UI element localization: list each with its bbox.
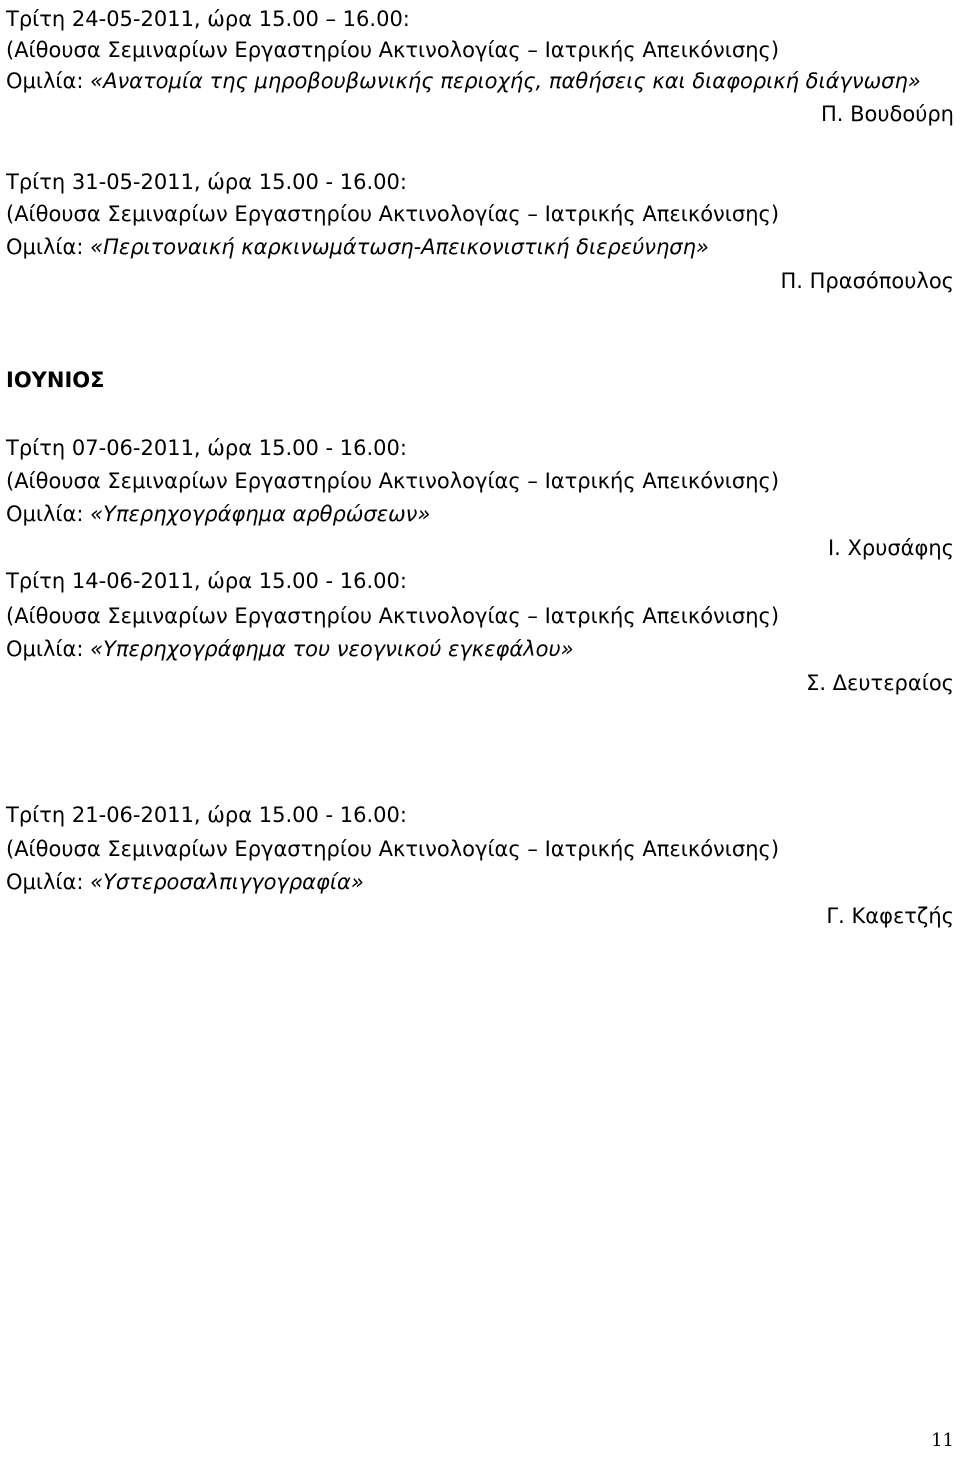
talk-prefix: Ομιλία: [6,637,91,661]
entry-speaker: Σ. Δευτεραίος [806,671,954,695]
entry-speaker: Ι. Χρυσάφης [827,536,954,560]
talk-title: «Περιτοναική καρκινωμάτωση-Απεικονιστική διερεύνηση» [90,235,709,259]
entry-date: Τρίτη 14-06-2011, ώρα 15.00 - 16.00: [6,569,407,593]
entry-venue: (Αίθουσα Σεμιναρίων Εργαστηρίου Ακτινολογίας – Ιατρικής Απεικόνισης) [6,604,780,628]
entry-venue: (Αίθουσα Σεμιναρίων Εργαστηρίου Ακτινολογίας – Ιατρικής Απεικόνισης) [6,469,780,493]
entry-speaker: Π. Πρασόπουλος [780,269,954,293]
talk-title: «Υστεροσαλπιγγογραφία» [90,870,364,894]
entry-date: Τρίτη 24-05-2011, ώρα 15.00 – 16.00: [6,7,410,31]
talk-prefix: Ομιλία: [6,870,91,894]
entry-talk [6,869,364,895]
talk-title: «Υπερηχογράφημα αρθρώσεων» [90,502,431,526]
entry-speaker: Γ. Καφετζής [826,904,954,928]
talk-prefix: Ομιλία: [6,69,91,93]
entry-speaker: Π. Βουδούρη [820,102,954,126]
talk-prefix: Ομιλία: [6,235,91,259]
talk-title: «Ανατομία της μηροβουβωνικής περιοχής, παθήσεις και διαφορική διάγνωση» [90,69,921,93]
month-heading: ΙΟΥΝΙΟΣ [6,368,105,392]
entry-talk [6,636,574,662]
page-number: 11 [931,1430,954,1451]
talk-title: «Υπερηχογράφημα του νεογνικού εγκεφάλου» [90,637,574,661]
entry-talk [6,234,709,260]
entry-date: Τρίτη 31-05-2011, ώρα 15.00 - 16.00: [6,170,407,194]
talk-prefix: Ομιλία: [6,502,91,526]
entry-venue: (Αίθουσα Σεμιναρίων Εργαστηρίου Ακτινολογίας – Ιατρικής Απεικόνισης) [6,837,780,861]
entry-date: Τρίτη 07-06-2011, ώρα 15.00 - 16.00: [6,436,407,460]
entry-talk [6,68,921,94]
entry-venue: (Αίθουσα Σεμιναρίων Εργαστηρίου Ακτινολογίας – Ιατρικής Απεικόνισης) [6,202,780,226]
entry-date: Τρίτη 21-06-2011, ώρα 15.00 - 16.00: [6,803,407,827]
entry-talk [6,501,430,527]
entry-venue: (Αίθουσα Σεμιναρίων Εργαστηρίου Ακτινολογίας – Ιατρικής Απεικόνισης) [6,38,780,62]
